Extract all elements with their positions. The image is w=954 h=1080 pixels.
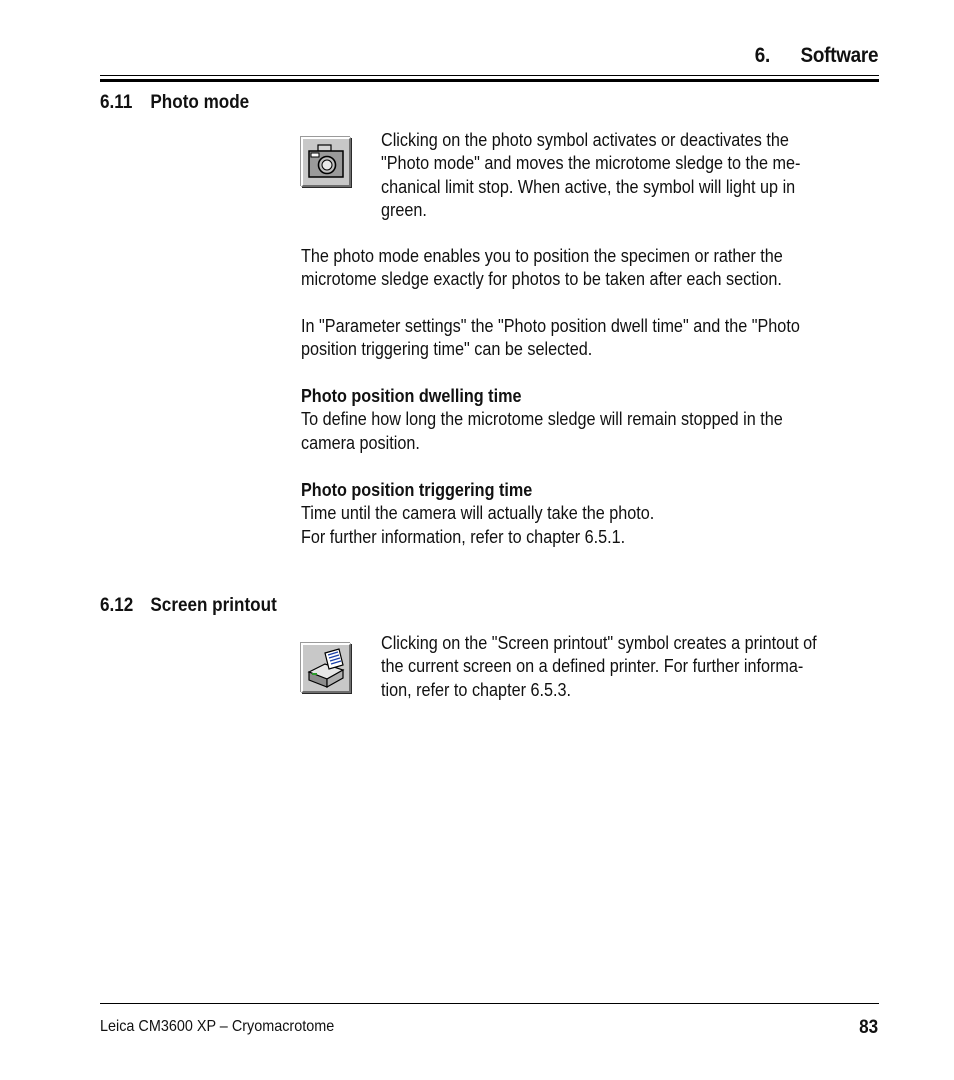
chapter-header [755, 44, 878, 68]
text-line: Time until the camera will actually take the photo. [301, 503, 655, 524]
text-line: For further information, refer to chapter 6.5.1. [301, 526, 626, 547]
dwelling-time-block [301, 385, 783, 455]
header-rule-thick [100, 79, 879, 82]
section-title: Screen printout [150, 595, 277, 616]
section-number: 6.12 [100, 595, 134, 616]
chapter-number: 6. [754, 44, 770, 67]
text-line: To define how long the microtome sledge will remain stopped in the [301, 409, 783, 430]
text-line: the current screen on a defined printer. For further informa- [381, 656, 804, 677]
text-line: microtome sledge exactly for photos to be taken after each section. [301, 269, 782, 290]
dwelling-time-heading: Photo position dwelling time [301, 386, 522, 406]
text-line: position triggering time" can be selected. [301, 339, 593, 360]
section-number: 6.11 [100, 92, 133, 113]
text-line: The photo mode enables you to position the specimen or rather the [301, 246, 783, 266]
photo-mode-paragraph-2 [301, 315, 800, 362]
page-number: 83 [858, 1017, 878, 1038]
text-line: In "Parameter settings" the "Photo position dwell time" and the "Photo [301, 316, 800, 336]
text-line: green. [381, 199, 427, 220]
triggering-time-heading: Photo position triggering time [301, 480, 533, 500]
photo-mode-button[interactable] [301, 137, 351, 187]
screen-printout-button[interactable] [301, 643, 351, 693]
printer-icon [303, 645, 349, 691]
camera-icon [303, 139, 349, 185]
triggering-time-block [301, 479, 654, 549]
text-line: Clicking on the photo symbol activates or deactivates the [381, 130, 789, 150]
footer-rule [100, 1003, 879, 1004]
chapter-title: Software [800, 44, 878, 67]
section-title: Photo mode [150, 92, 250, 113]
text-line: "Photo mode" and moves the microtome sledge to the me- [381, 153, 801, 174]
text-line: tion, refer to chapter 6.5.3. [381, 679, 572, 700]
photo-mode-intro [381, 129, 800, 222]
header-rule-thin [100, 75, 879, 76]
section-heading-screen-printout [100, 595, 277, 617]
section-heading-photo-mode [100, 92, 249, 114]
text-line: camera position. [301, 432, 420, 453]
screen-printout-intro [381, 632, 817, 702]
footer-product-name: Leica CM3600 XP – Cryomacrotome [100, 1018, 335, 1035]
text-line: Clicking on the "Screen printout" symbol creates a printout of [381, 633, 817, 653]
text-line: chanical limit stop. When active, the symbol will light up in [381, 176, 796, 197]
photo-mode-paragraph-1 [301, 245, 783, 292]
